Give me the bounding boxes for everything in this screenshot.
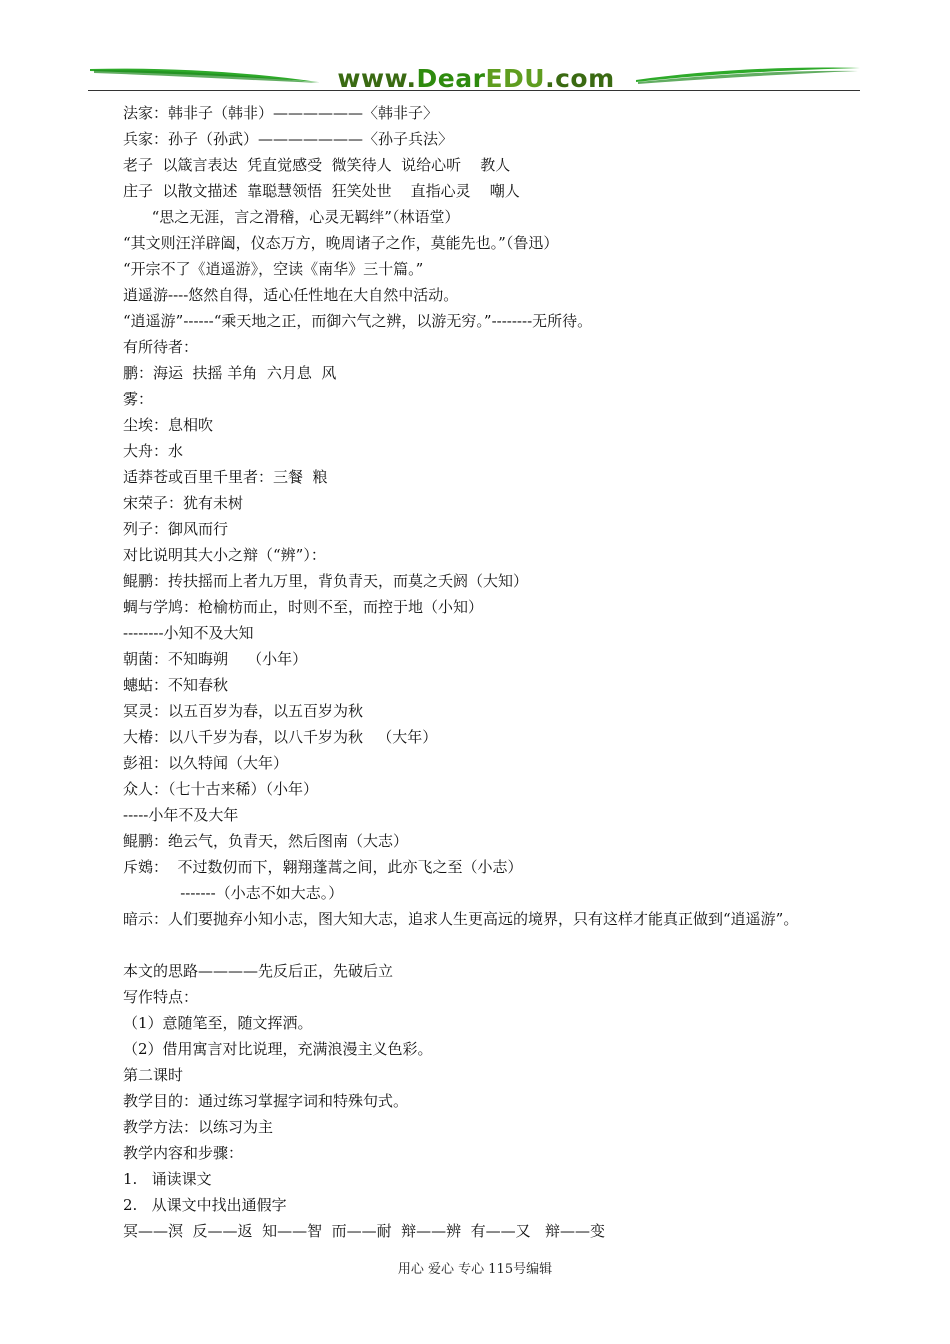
text-line: 教学方法：以练习为主	[123, 1118, 274, 1136]
text-line: 冥——溟 反——返 知——智 而——耐 辩——辨 有——又 辩——变	[123, 1222, 605, 1240]
logo-prefix: www.	[337, 64, 417, 93]
text-line: 适莽苍或百里千里者：三餐 粮	[123, 468, 328, 486]
text-line: 1. 诵读课文	[123, 1170, 212, 1188]
text-line: （1）意随笔至，随文挥洒。	[123, 1014, 313, 1032]
logo-suffix: .com	[545, 64, 615, 93]
text-line: 暗示：人们要抛弃小知小志，图大知大志，追求人生更高远的境界，只有这样才能真正做到“逍遥游”。	[123, 910, 799, 928]
text-line: 众人：（七十古来稀）（小年）	[123, 780, 319, 798]
site-logo-text	[88, 64, 864, 93]
text-line: 彭祖：以久特闻（大年）	[123, 754, 289, 772]
text-line: 冥灵：以五百岁为春，以五百岁为秋	[123, 702, 364, 720]
text-line: 雾：	[123, 390, 154, 408]
text-line: 教学目的：通过练习掌握字词和特殊句式。	[123, 1092, 409, 1110]
text-line: 兵家：孙子（孙武）———————〈孙子兵法〉	[123, 130, 454, 148]
text-line: 2. 从课文中找出通假字	[123, 1196, 287, 1214]
text-line: 尘埃：息相吹	[123, 416, 214, 434]
text-line: 逍遥游----悠然自得，适心任性地在大自然中活动。	[123, 286, 459, 304]
text-line: “开宗不了《逍遥游》，空读《南华》三十篇。”	[123, 260, 424, 278]
text-line: 鲲鹏：绝云气，负青天，然后图南（大志）	[123, 832, 409, 850]
text-line: 第二课时	[123, 1066, 184, 1084]
text-line: 有所待者：	[123, 338, 199, 356]
text-line: 大椿：以八千岁为春，以八千岁为秋 （大年）	[123, 728, 438, 746]
text-line: 列子：御风而行	[123, 520, 229, 538]
logo-dear: Dear	[416, 64, 486, 93]
document-body	[123, 100, 923, 1244]
header-divider	[88, 90, 860, 91]
logo-edu: EDU	[485, 64, 546, 93]
text-line: 本文的思路————先反后正，先破后立	[123, 962, 394, 980]
text-line: 鲲鹏：抟扶摇而上者九万里，背负青天，而莫之夭阏（大知）	[123, 572, 529, 590]
text-line: “思之无涯，言之滑稽，心灵无羁绊”（林语堂）	[123, 208, 460, 226]
text-line: 蟪蛄：不知春秋	[123, 676, 229, 694]
text-line	[123, 932, 923, 958]
text-line: 宋荣子：犹有未树	[123, 494, 244, 512]
text-line: 蜩与学鸠：枪榆枋而止，时则不至，而控于地（小知）	[123, 598, 484, 616]
text-line: --------小知不及大知	[123, 624, 254, 642]
page-footer: 用心 爱心 专心 115号编辑	[397, 1262, 553, 1277]
site-header-banner	[88, 58, 864, 98]
text-line: 大舟：水	[123, 442, 184, 460]
text-line: 老子 以箴言表达 凭直觉感受 微笑待人 说给心听 教人	[123, 156, 511, 174]
text-line: 庄子 以散文描述 靠聪慧领悟 狂笑处世 直指心灵 嘲人	[123, 182, 520, 200]
text-line: -----小年不及大年	[123, 806, 239, 824]
text-line: -------（小志不如大志。）	[123, 884, 344, 902]
text-line: 朝菌：不知晦朔 （小年）	[123, 650, 308, 668]
text-line: 对比说明其大小之辩（“辨”）：	[123, 546, 326, 564]
text-line: “逍遥游”------“乘天地之正，而御六气之辨，以游无穷。”--------无所待。	[123, 312, 593, 330]
text-line: 写作特点：	[123, 988, 199, 1006]
text-line: （2）借用寓言对比说理，充满浪漫主义色彩。	[123, 1040, 433, 1058]
text-line: “其文则汪洋辟阖，仪态万方，晚周诸子之作，莫能先也。”（鲁迅）	[123, 234, 559, 252]
text-line: 鹏：海运 扶摇 羊角 六月息 风	[123, 364, 337, 382]
text-line: 法家：韩非子（韩非）——————〈韩非子〉	[123, 104, 439, 122]
text-line: 斥鴳： 不过数仞而下，翱翔蓬蒿之间，此亦飞之至（小志）	[123, 858, 523, 876]
text-line: 教学内容和步骤：	[123, 1144, 244, 1162]
